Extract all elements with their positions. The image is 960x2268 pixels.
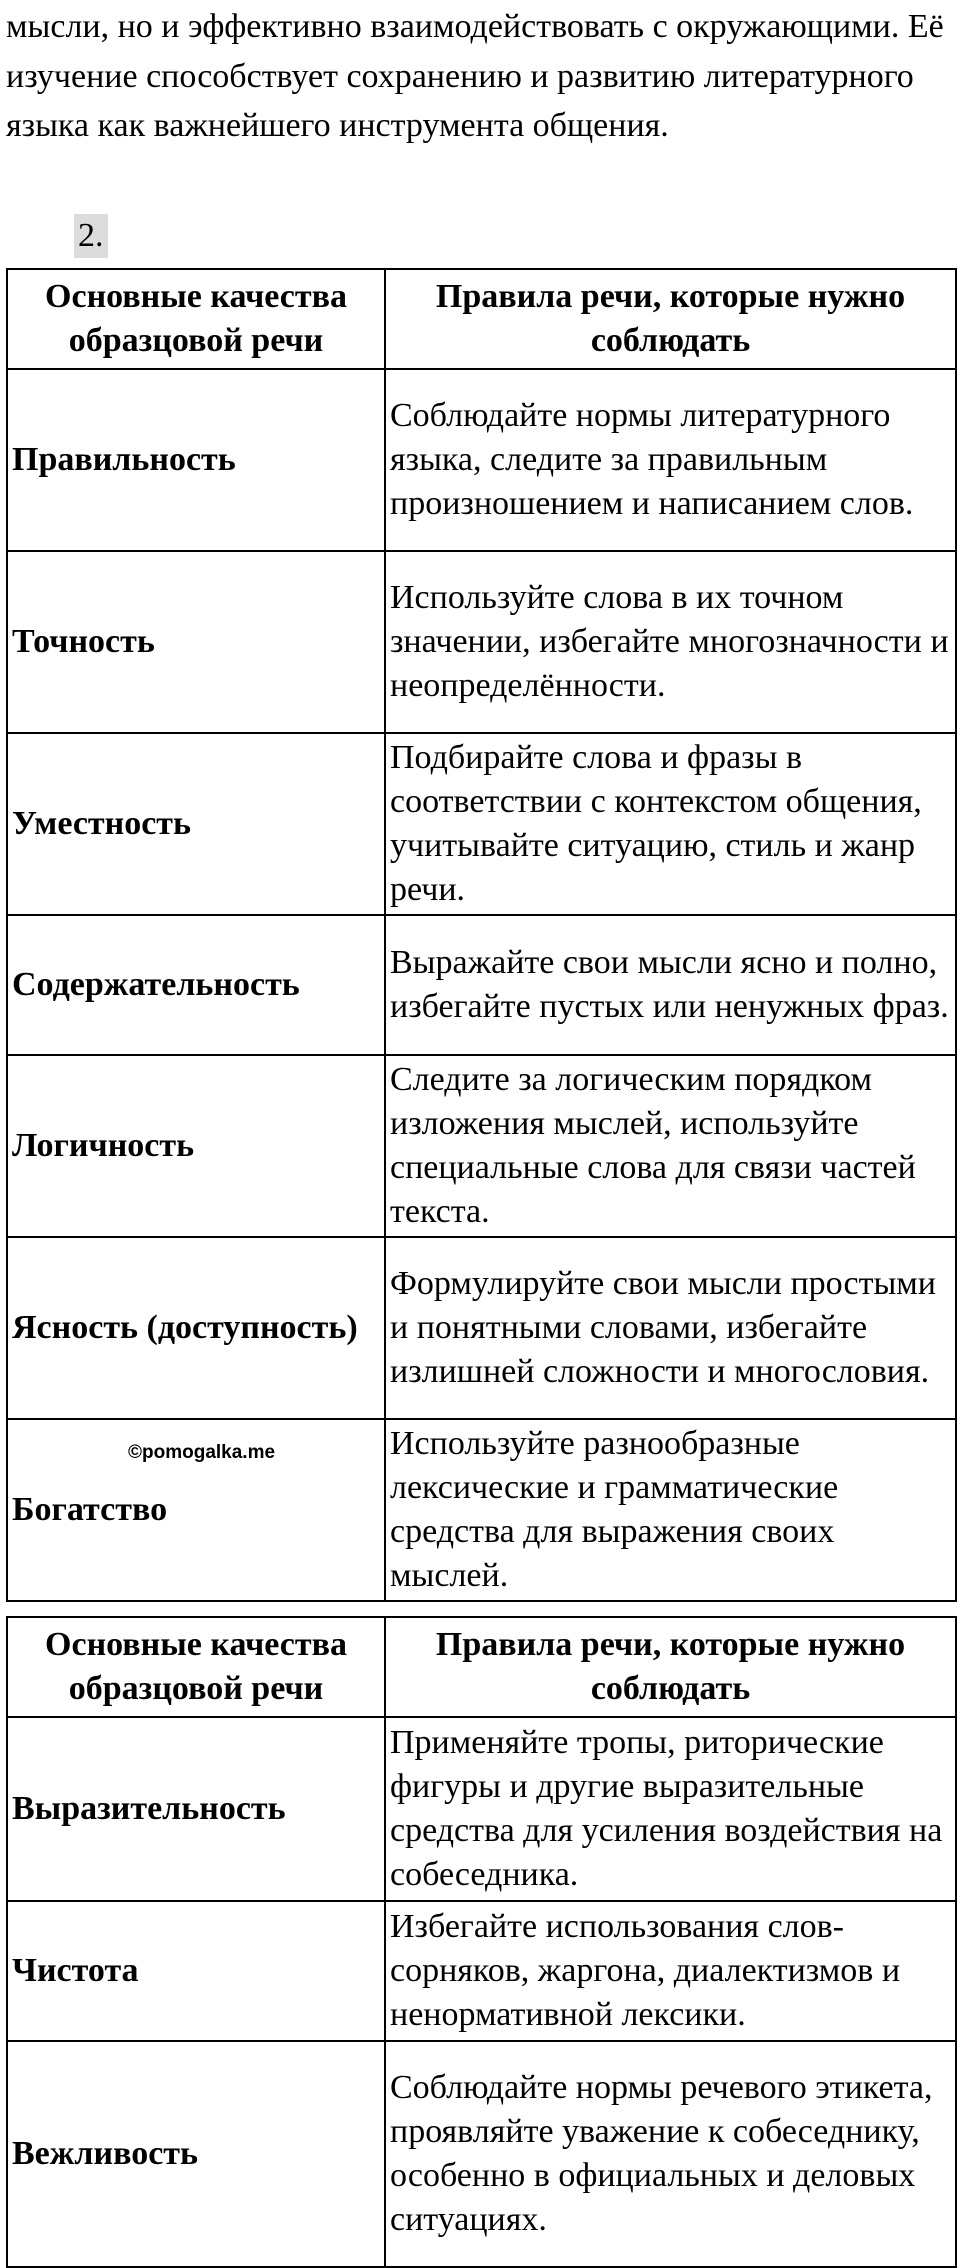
rule-cell: Применяйте тропы, риторические фигуры и другие выразительные средства для усиления воздействия на собеседника. [385,1717,956,1901]
rule-cell: Используйте разнообразные лексические и грамматические средства для выражения своих мыслей. [385,1419,956,1601]
quality-cell [7,1237,385,1419]
quality-label: Правильность [12,441,236,478]
rule-cell: Избегайте использования слов-сорняков, жаргона, диалектизмов и ненормативной лексики. [385,1901,956,2041]
table-row [7,1901,956,2041]
quality-label: Вежливость [12,2135,198,2172]
table-row [7,733,956,915]
quality-cell [7,369,385,551]
quality-label: Богатство [12,1491,168,1528]
table-row [7,1717,956,1901]
quality-label: Логичность [12,1127,195,1164]
header-rules: Правила речи, которые нужно соблюдать [385,269,956,369]
table-row [7,1237,956,1419]
rule-cell: Подбирайте слова и фразы в соответствии с контекстом общения, учитывайте ситуацию, стиль и жанр речи. [385,733,956,915]
quality-cell [7,2041,385,2267]
speech-qualities-table-2 [6,1616,957,2268]
header-rules: Правила речи, которые нужно соблюдать [385,1617,956,1717]
quality-cell [7,1419,385,1601]
quality-label: Содержательность [12,966,300,1003]
header-qualities: Основные качества образцовой речи [7,269,385,369]
rule-cell: Следите за логическим порядком изложения мыслей, используйте специальные слова для связи частей текста. [385,1055,956,1237]
quality-cell [7,1055,385,1237]
quality-label: Уместность [12,805,191,842]
quality-cell [7,733,385,915]
table-header-row [7,269,956,369]
speech-qualities-table-1 [6,268,957,1602]
rule-cell: Формулируйте свои мысли простыми и понятными словами, избегайте излишней сложности и многословия. [385,1237,956,1419]
rule-cell: Соблюдайте нормы речевого этикета, проявляйте уважение к собеседнику, особенно в официальных и деловых ситуациях. [385,2041,956,2267]
table-row [7,551,956,733]
quality-cell [7,551,385,733]
watermark: ©pomogalka.me [128,1442,276,1463]
table-row [7,369,956,551]
rule-cell: Соблюдайте нормы литературного языка, следите за правильным произношением и написанием слов. [385,369,956,551]
table-row [7,915,956,1055]
quality-label: Точность [12,623,155,660]
quality-label: Выразительность [12,1790,286,1827]
table-row [7,1055,956,1237]
rule-cell: Выражайте свои мысли ясно и полно, избегайте пустых или ненужных фраз. [385,915,956,1055]
intro-paragraph: мысли, но и эффективно взаимодействовать с окружающими. Её изучение способствует сохранению и развитию литературного языка как важнейшего инструмента общения. [6,8,944,144]
quality-label: Ясность (доступность) [12,1309,358,1346]
rule-cell: Используйте слова в их точном значении, избегайте многозначности и неопределённости. [385,551,956,733]
header-qualities: Основные качества образцовой речи [7,1617,385,1717]
table-row [7,1419,956,1601]
table-header-row [7,1617,956,1717]
quality-cell [7,1717,385,1901]
quality-label: Чистота [12,1952,139,1989]
quality-cell [7,1901,385,2041]
item-number: 2. [74,214,108,258]
table-row [7,2041,956,2267]
quality-cell [7,915,385,1055]
